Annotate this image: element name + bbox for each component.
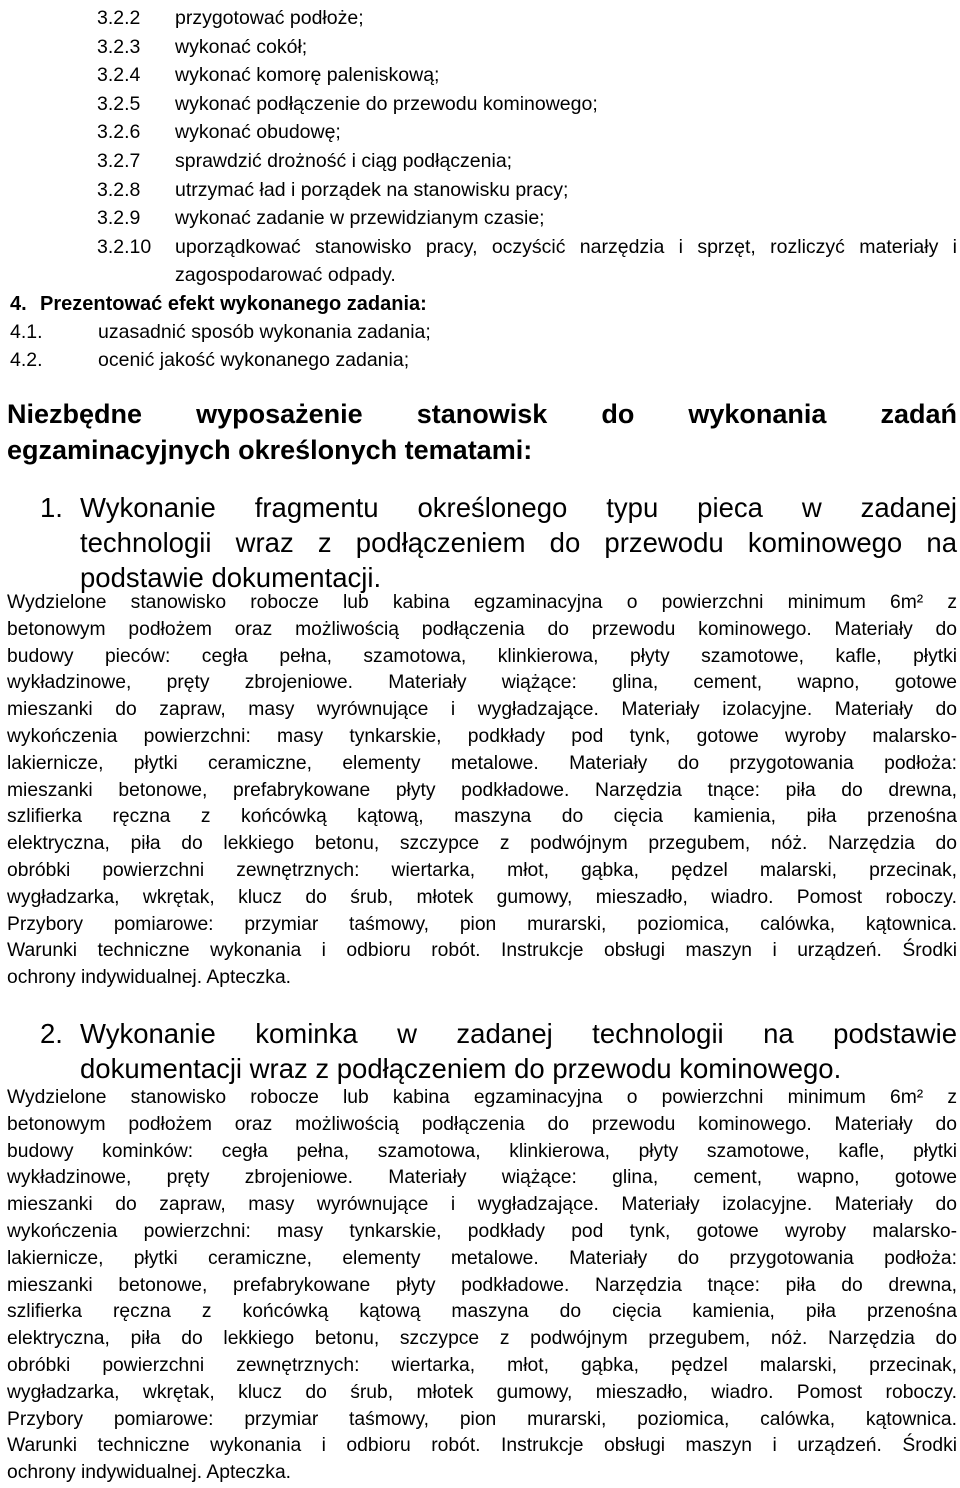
list-item-text: wykonać podłączenie do przewodu kominowego; [175,92,598,115]
body-line: lakiernicze, płytki ceramiczne, elementy metalowe. Materiały do przygotowania podłoża: [7,752,957,774]
section-4-title [10,290,427,318]
list-item-number: 3.2.4 [97,64,141,87]
list-item-number: 4.1. [10,321,43,343]
task-2-number: 2. [40,1018,63,1049]
list-item-number: 3.2.6 [97,121,141,144]
list-item-number: 3.2.2 [97,7,141,29]
task-2-equipment-text [7,1085,957,1487]
list-item [10,318,910,346]
list-item-text: utrzymać ład i porządek na stanowisku pracy; [175,178,569,201]
task-1-equipment-text [7,590,957,992]
body-line: Przybory pomiarowe: przymiar taśmowy, pion murarski, poziomica, calówka, kątownica. [7,1408,957,1430]
list-item-number: 3.2.5 [97,92,141,115]
subitem-list [97,4,957,290]
list-item-number: 4.2. [10,349,43,371]
list-item [10,346,910,374]
body-line: wykończenia powierzchni: masy tynkarskie, podkłady pod tynk, gotowe wyroby malarsko- [7,725,957,747]
task-1-title-text [80,490,957,595]
list-item-text: uporządkować stanowisko pracy, oczyścić narzędzia i sprzęt, rozliczyć materiały i zagospodarować odpady. [175,235,957,287]
body-line: wykładzinowe, pręty zbrojeniowe. Materiały wiążące: glina, cement, wapno, gotowe [7,1167,957,1189]
body-line: Wydzielone stanowisko robocze lub kabina egzaminacyjna o powierzchni minimum 6m² z [7,592,957,613]
body-line: mieszanki do zapraw, masy wyrównujące i wygładzające. Materiały izolacyjne. Materiały do [7,699,957,721]
task-title-line: dokumentacji wraz z podłączeniem do przewodu kominowego. [80,1053,842,1084]
equipment-heading-line: Niezbędne wyposażenie stanowisk do wykonania zadań [7,399,957,429]
task-title-line: podstawie dokumentacji. [80,562,382,593]
list-item [97,61,957,90]
body-line: wygładzarka, wkrętak, klucz do śrub, młotek gumowy, mieszadło, wiadro. Pomost roboczy. [7,886,957,908]
list-item [97,4,957,33]
body-line: ochrony indywidualnej. Apteczka. [7,967,292,989]
section-4-title-text: Prezentować efekt wykonanego zadania: [40,293,427,315]
list-item [97,204,957,233]
list-item-text: przygotować podłoże; [175,7,364,29]
body-line: Wydzielone stanowisko robocze lub kabina egzaminacyjna o powierzchni minimum 6m² z [7,1087,957,1108]
body-line: ochrony indywidualnej. Apteczka. [7,1462,292,1484]
body-line: Warunki techniczne wykonania i odbioru robót. Instrukcje obsługi maszyn i urządzeń. Środki [7,940,957,962]
body-line: wygładzarka, wkrętak, klucz do śrub, młotek gumowy, mieszadło, wiadro. Pomost roboczy. [7,1381,957,1403]
body-line: budowy kominków: cegła pełna, szamotowa, klinkierowa, płyty szamotowe, kafle, płytki [7,1140,957,1162]
body-line: Przybory pomiarowe: przymiar taśmowy, pion murarski, poziomica, calówka, kątownica. [7,913,957,935]
body-line: obróbki powierzchni zewnętrznych: wiertarka, młot, gąbka, pędzel malarski, przecinak, [7,1354,957,1376]
section-4-number: 4. [10,293,27,315]
list-item-number: 3.2.10 [97,235,152,258]
body-line: obróbki powierzchni zewnętrznych: wiertarka, młot, gąbka, pędzel malarski, przecinak, [7,859,957,881]
list-item-number: 3.2.7 [97,149,141,172]
list-item [97,147,957,176]
equipment-heading-line: egzaminacyjnych określonych tematami: [7,435,533,465]
body-line: mieszanki do zapraw, masy wyrównujące i wygładzające. Materiały izolacyjne. Materiały do [7,1194,957,1216]
task-2-title [40,1016,957,1086]
list-item [97,90,957,119]
body-line: Warunki techniczne wykonania i odbioru robót. Instrukcje obsługi maszyn i urządzeń. Środki [7,1435,957,1457]
section-4-list [10,318,910,374]
list-item-number: 3.2.9 [97,207,141,230]
body-line: elektryczna, piła do lekkiego betonu, szczypce z podwójnym przegubem, nóż. Narzędzia do [7,833,957,855]
body-line: elektryczna, piła do lekkiego betonu, szczypce z podwójnym przegubem, nóż. Narzędzia do [7,1328,957,1350]
list-item [97,233,957,290]
task-1-title [40,490,957,595]
list-item-number: 3.2.3 [97,35,141,58]
body-line: betonowym podłożem oraz możliwością podłączenia do przewodu kominowego. Materiały do [7,1113,957,1135]
body-line: szlifierka ręczna z końcówką kątową maszyna do cięcia kamienia, piła przenośna [7,1301,957,1323]
list-item-text: uzasadnić sposób wykonania zadania; [98,321,431,343]
body-line: wykładzinowe, pręty zbrojeniowe. Materiały wiążące: glina, cement, wapno, gotowe [7,672,957,694]
body-line: betonowym podłożem oraz możliwością podłączenia do przewodu kominowego. Materiały do [7,618,957,640]
list-item-text: wykonać cokół; [175,35,308,58]
body-line: wykończenia powierzchni: masy tynkarskie, podkłady pod tynk, gotowe wyroby malarsko- [7,1220,957,1242]
body-line: szlifierka ręczna z końcówką kątową, maszyna do cięcia kamienia, piła przenośna [7,806,957,828]
list-item [97,118,957,147]
list-item-text: wykonać komorę paleniskową; [175,64,440,87]
list-item-text: sprawdzić drożność i ciąg podłączenia; [175,149,513,172]
body-line: lakiernicze, płytki ceramiczne, elementy metalowe. Materiały do przygotowania podłoża: [7,1247,957,1269]
list-item-text: wykonać zadanie w przewidzianym czasie; [175,207,545,230]
list-item-number: 3.2.8 [97,178,141,201]
list-item-text: ocenić jakość wykonanego zadania; [98,349,410,371]
task-title-line: Wykonanie fragmentu określonego typu pieca w zadanej [80,492,957,523]
body-line: mieszanki betonowe, prefabrykowane płyty podkładowe. Narzędzia tnące: piła do drewna, [7,1274,957,1296]
list-item [97,176,957,205]
task-title-line: Wykonanie kominka w zadanej technologii na podstawie [80,1018,957,1049]
list-item-text: wykonać obudowę; [175,121,341,144]
list-item [97,33,957,62]
task-1-number: 1. [40,492,63,523]
task-2-title-text [80,1016,957,1086]
body-line: budowy pieców: cegła pełna, szamotowa, klinkierowa, płyty szamotowe, kafle, płytki [7,645,957,667]
equipment-heading [7,396,957,468]
task-title-line: technologii wraz z podłączeniem do przewodu kominowego na [80,527,957,558]
body-line: mieszanki betonowe, prefabrykowane płyty podkładowe. Narzędzia tnące: piła do drewna, [7,779,957,801]
